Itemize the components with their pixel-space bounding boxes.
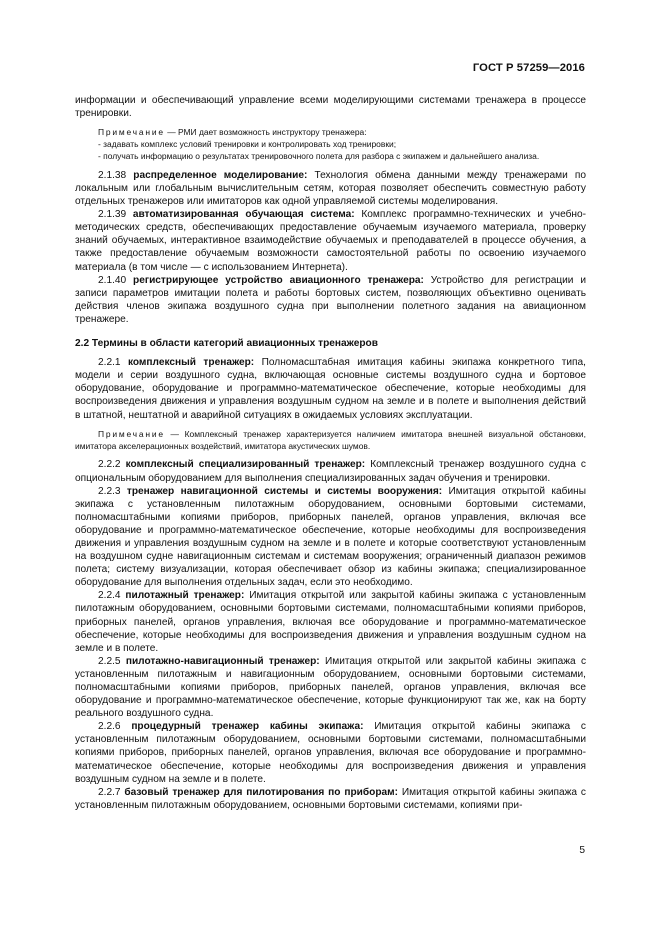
standard-header: ГОСТ Р 57259—2016 — [472, 62, 585, 74]
term-definition: Имитация открытой кабины экипажа с установленным пилотажным оборудованием, основными бортовыми системами, полномасштабными копиями приборов, приборных панелей, органов управления, включая все оборудование и программно-математическое обеспечение, которые необходимы для воспроизведения движения и управления воздушным судном на земле и в полете. — [75, 721, 586, 785]
term-paragraph — [75, 485, 586, 590]
page-body — [75, 94, 586, 812]
term-name: процедурный тренажер кабины экипажа: — [131, 721, 364, 733]
note-text: — РМИ дает возможность инструктору тренажера: — [164, 127, 367, 138]
term-name: пилотажный тренажер: — [125, 590, 245, 602]
term-definition: Имитация открытой кабины экипажа с установленным пилотажным оборудованием, основными бортовыми системами, полномасштабными копиями приборов, приборных панелей, органов управления, включая все оборудование и программно-математическое обеспечение, которые необходимы для воспроизведения движения и управления воздушным судном на земле и в полете и которые соответствуют установленным на воздушном судне навигационным системам и системам вооружения; ограниченный диапазон режимов полета; систему визуализации, которая обеспечивает обзор из кабины экипажа; специализированное оборудование для выполнения отдельных задач, если это необходимо. — [75, 485, 586, 589]
term-paragraph — [75, 589, 586, 654]
note-1 — [75, 127, 586, 139]
term-name: тренажер навигационной системы и системы вооружения: — [126, 485, 443, 497]
term-paragraph — [75, 655, 586, 720]
term-number: 2.2.6 — [98, 721, 132, 733]
term-definition: Технология обмена данными между тренажерами по локальным или глобальным вычислительным сетям, которая позволяет обеспечить совместную работу отдельных тренажеров или имитаторов как одной управляемой системы моделирования. — [75, 169, 587, 208]
note-text: — Комплексный тренажер характеризуется наличием имитатора внешней визуальной обстановки, имитатора акселерационных воздействий, имитатора акустических шумов. — [75, 428, 586, 451]
term-definition: Полномасштабная имитация кабины экипажа конкретного типа, модели и серии воздушного судна, включающая основные системы воздушного судна и бортовое оборудование, оборудование и программно-математическое обеспечение, которые необходимы для воспроизведения движения и управления воздушным судном на земле и в полете и выполнения действий в штатной, нештатной и аварийной ситуациях в ожидаемых условиях эксплуатации. — [75, 357, 586, 421]
term-name: автоматизированная обучающая система: — [132, 209, 355, 221]
term-number: 2.1.39 — [98, 209, 133, 221]
term-number: 2.2.1 — [98, 357, 128, 369]
note-1-item: - задавать комплекс условий тренировки и контролировать ход тренировки; — [98, 139, 397, 150]
term-definition: Комплекс программно-технических и учебно-методических средств, обеспечивающих предоставление обучаемым изучаемого материала, проверку знаний обучаемых, интерактивное взаимодействие обучаемых и преподавателей в процессе обучения, а также предоставление обучаемым возможности самостоятельной работы по освоению изучаемого материала (в том числе — с использованием Интернета). — [75, 209, 586, 273]
term-name: регистрирующее устройство авиационного тренажера: — [133, 274, 424, 286]
term-name: комплексный специализированный тренажер: — [125, 459, 366, 471]
note-label: Примечание — [98, 428, 165, 439]
term-definition: Устройство для регистрации и записи параметров имитации полета и работы бортовых систем, позволяющих объективно оценивать действия членов экипажа воздушного судна при выполнении полетного задания на авиационном тренажере. — [75, 274, 586, 325]
note-label: Примечание — [98, 127, 165, 138]
term-paragraph — [75, 169, 586, 208]
note-2 — [75, 429, 586, 453]
note-1-item: - получать информацию о результатах тренировочного полета для разбора с экипажем и дальнейшего анализа. — [98, 151, 540, 161]
term-name: распределенное моделирование: — [133, 169, 308, 181]
term-number: 2.1.40 — [98, 274, 134, 286]
page-number: 5 — [579, 845, 585, 856]
term-paragraph — [75, 720, 586, 785]
term-number: 2.2.2 — [98, 459, 126, 471]
term-definition: Имитация открытой или закрытой кабины экипажа с установленным пилотажным оборудованием, основными бортовыми системами, полномасштабными копиями приборов, приборных панелей, органов управления, включая все оборудование и программно-математическое обеспечение, которые необходимы для воспроизведения движения и управления воздушным судном на земле и в полете. — [75, 590, 586, 654]
term-definition: Имитация открытой или закрытой кабины экипажа с установленным пилотажным и навигационным оборудованием, основными бортовыми системами, полномасштабными копиями приборов, приборных панелей, органов управления, включая все оборудование и программно-математическое обеспечение, которые функционируют так же, как на борту реального воздушного судна. — [75, 655, 587, 720]
term-number: 2.2.3 — [98, 485, 127, 497]
term-definition: Имитация открытой кабины экипажа с установленным пилотажным оборудованием, основными бортовыми системами, копиями при- — [75, 786, 586, 811]
term-definition: Комплексный тренажер воздушного судна с опциональным оборудованием для выполнения специализированных задач обучения и тренировки. — [75, 459, 586, 484]
term-name: пилотажно-навигационный тренажер: — [125, 655, 320, 667]
term-paragraph — [75, 274, 586, 326]
term-paragraph — [75, 356, 586, 421]
term-number: 2.2.4 — [98, 590, 126, 602]
term-number: 2.1.38 — [98, 169, 134, 181]
intro-paragraph: информации и обеспечивающий управление всеми моделирующими системами тренажера в процессе тренировки. — [75, 95, 586, 120]
term-paragraph — [75, 786, 586, 812]
section-heading: 2.2 Термины в области категорий авиационных тренажеров — [75, 338, 378, 350]
term-name: базовый тренажер для пилотирования по приборам: — [124, 786, 398, 798]
term-name: комплексный тренажер: — [127, 357, 255, 369]
term-paragraph — [75, 208, 586, 273]
term-paragraph — [75, 458, 586, 484]
term-number: 2.2.7 — [98, 786, 125, 798]
term-number: 2.2.5 — [98, 655, 126, 667]
